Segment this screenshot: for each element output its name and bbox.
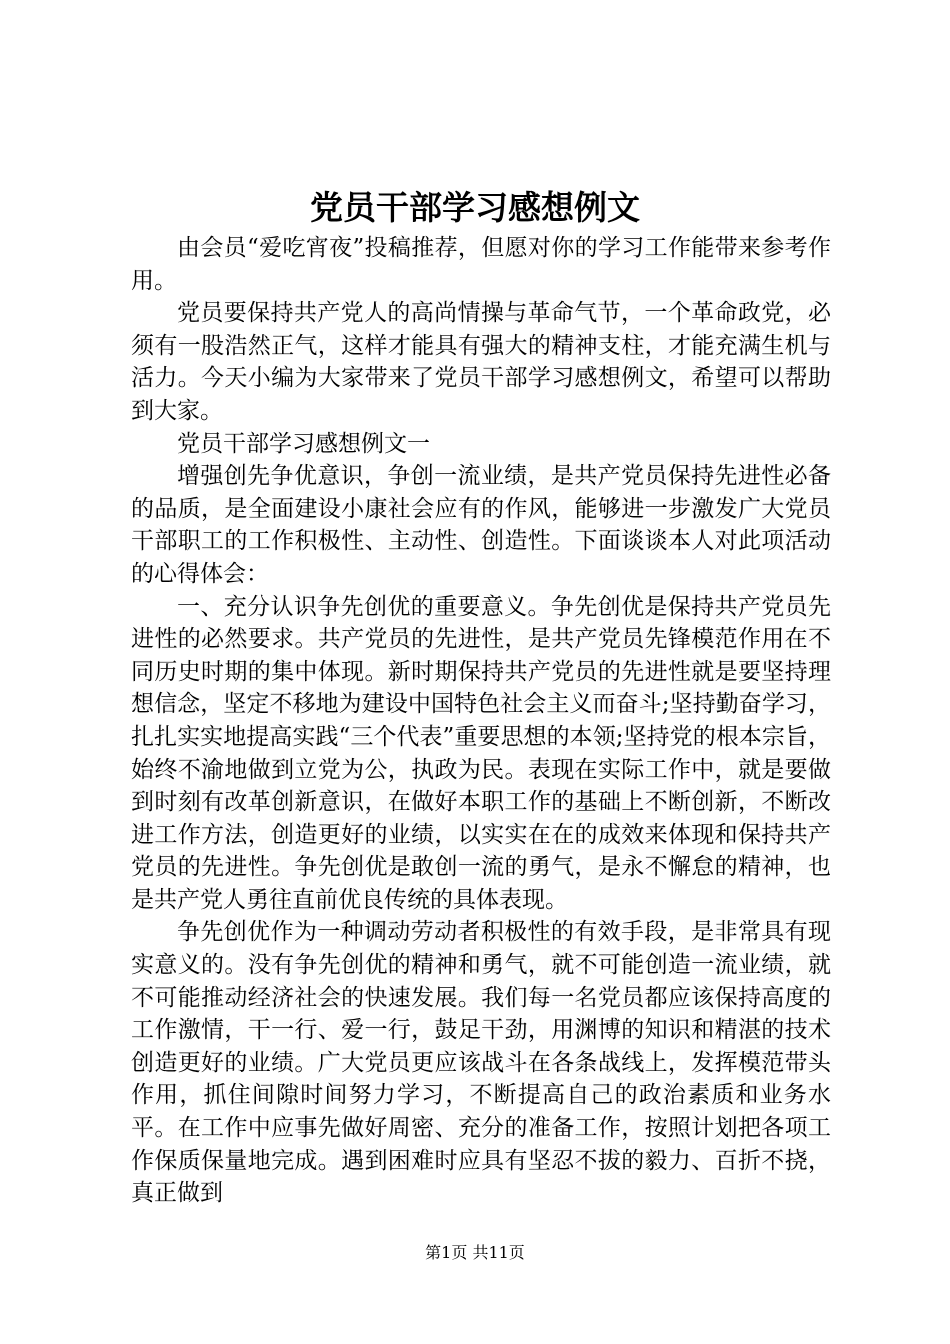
document-body — [131, 232, 831, 1210]
paragraph: 争先创优作为一种调动劳动者积极性的有效手段，是非常具有现实意义的。没有争先创优的精神和勇气，就不可能创造一流业绩，就不可能推动经济社会的快速发展。我们每一名党员都应该保持高度的工作激情，干一行、爱一行，鼓足干劲，用渊博的知识和精湛的技术创造更好的业绩。广大党员更应该战斗在各条战线上，发挥模范带头作用，抓住间隙时间努力学习，不断提高自己的政治素质和业务水平。在工作中应事先做好周密、充分的准备工作，按照计划把各项工作保质保量地完成。遇到困难时应具有坚忍不拔的毅力、百折不挠，真正做到 — [131, 919, 831, 1207]
document-title: 党员干部学习感想例文 — [310, 188, 640, 227]
section-heading: 党员干部学习感想例文一 — [177, 430, 430, 457]
page-footer — [0, 1241, 950, 1265]
paragraph: 由会员“爱吃宵夜”投稿推荐，但愿对你的学习工作能带来参考作用。 — [131, 235, 831, 294]
paragraph: 一、充分认识争先创优的重要意义。争先创优是保持共产党员先进性的必然要求。共产党员的先进性，是共产党员先锋模范作用在不同历史时期的集中体现。新时期保持共产党员的先进性就是要坚持理想信念，坚定不移地为建设中国特色社会主义而奋斗;坚持勤奋学习，扎扎实实地提高实践“三个代表”重要思想的本领;坚持党的根本宗旨，始终不渝地做到立党为公，执政为民。表现在实际工作中，就是要做到时刻有改革创新意识，在做好本职工作的基础上不断创新，不断改进工作方法，创造更好的业绩，以实实在在的成效来体现和保持共产党员的先进性。争先创优是敢创一流的勇气，是永不懈怠的精神，也是共产党人勇往直前优良传统的具体表现。 — [131, 593, 831, 913]
paragraph: 增强创先争优意识，争创一流业绩，是共产党员保持先进性必备的品质，是全面建设小康社会应有的作风，能够进一步激发广大党员干部职工的工作积极性、主动性、创造性。下面谈谈本人对此项活动的心得体会： — [131, 463, 831, 587]
page-number: 第1页 共11页 — [425, 1243, 525, 1262]
paragraph: 党员要保持共产党人的高尚情操与革命气节，一个革命政党，必须有一股浩然正气，这样才能具有强大的精神支柱，才能充满生机与活力。今天小编为大家带来了党员干部学习感想例文，希望可以帮助到大家。 — [131, 300, 831, 424]
